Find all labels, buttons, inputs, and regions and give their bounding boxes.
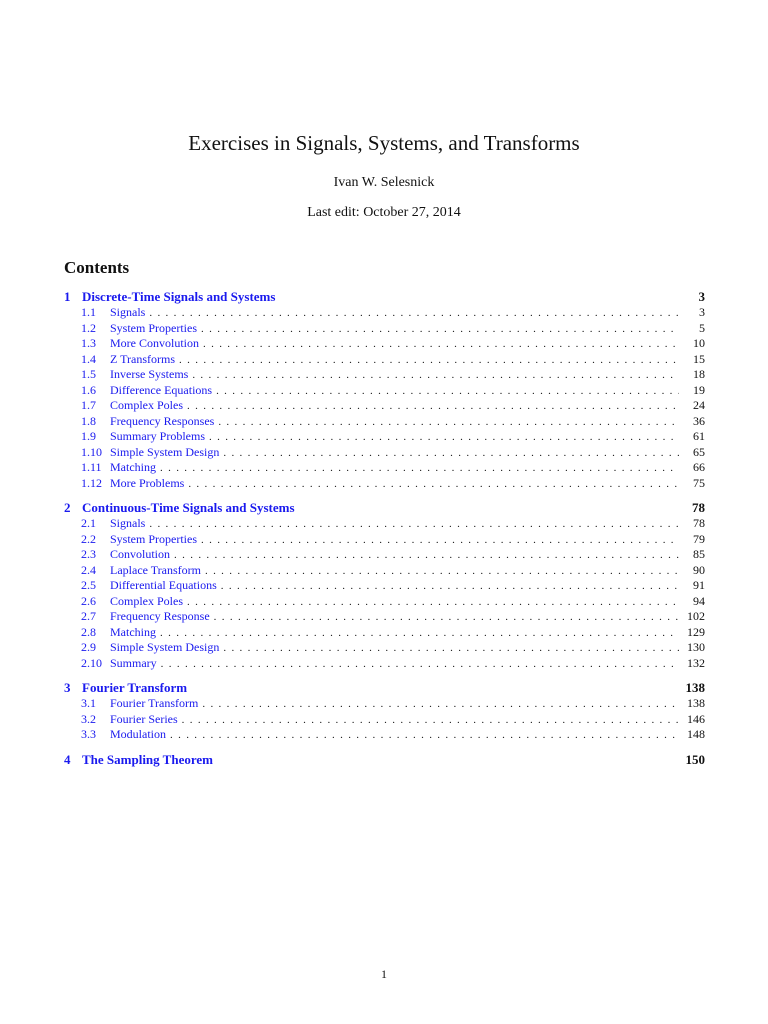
chapter-title: Discrete-Time Signals and Systems (82, 289, 276, 304)
toc-chapter-link[interactable] (64, 752, 705, 768)
toc-section-link[interactable] (64, 640, 705, 656)
section-number: 2.5 (81, 578, 96, 592)
toc-section-link[interactable] (64, 532, 705, 548)
section-page: 5 (699, 320, 705, 335)
contents-heading: Contents (64, 258, 130, 277)
section-page: 10 (693, 336, 705, 350)
section-page: 138 (687, 696, 705, 710)
section-number: 1.8 (81, 413, 96, 428)
section-page: 19 (693, 382, 705, 397)
section-page: 65 (693, 444, 705, 459)
toc-section-link[interactable] (64, 476, 705, 492)
toc-chapter-link[interactable] (64, 289, 705, 305)
toc-chapter (64, 680, 705, 743)
section-number: 1.1 (81, 305, 96, 319)
toc-section-link[interactable] (64, 321, 705, 337)
page-number: 1 (381, 967, 387, 981)
chapter-number: 1 (64, 289, 71, 304)
section-page: 3 (699, 305, 705, 319)
section-title: Simple System Design (110, 444, 220, 459)
section-number: 1.10 (81, 444, 102, 459)
toc-section-link[interactable] (64, 336, 705, 352)
section-number: 1.9 (81, 429, 96, 443)
section-number: 3.2 (81, 711, 96, 726)
dot-leader (149, 517, 679, 533)
dot-leader (223, 641, 679, 657)
section-title: Matching (110, 624, 156, 639)
chapter-page: 150 (685, 751, 705, 767)
toc-section-link[interactable] (64, 696, 705, 712)
section-page: 78 (693, 516, 705, 530)
toc-section-link[interactable] (64, 625, 705, 641)
toc-section-link[interactable] (64, 594, 705, 610)
dot-leader (188, 477, 679, 493)
dot-leader (205, 564, 679, 580)
toc-chapter (64, 289, 705, 491)
section-page: 91 (693, 578, 705, 592)
section-title: Matching (110, 460, 156, 474)
toc-section-link[interactable] (64, 429, 705, 445)
section-page: 75 (693, 475, 705, 490)
section-number: 2.9 (81, 640, 96, 654)
section-title: Complex Poles (110, 593, 184, 608)
dot-leader (160, 626, 679, 642)
section-title: Signals (110, 516, 146, 530)
chapter-number: 2 (64, 500, 71, 515)
dot-leader (174, 548, 679, 564)
toc-section-link[interactable] (64, 383, 705, 399)
section-number: 1.3 (81, 336, 96, 350)
toc-section-link[interactable] (64, 547, 705, 563)
section-title: Complex Poles (110, 398, 184, 412)
toc-section-link[interactable] (64, 305, 705, 321)
section-page: 79 (693, 531, 705, 546)
section-title: Differential Equations (110, 578, 217, 592)
dot-leader (201, 533, 679, 549)
toc-section-link[interactable] (64, 712, 705, 728)
table-of-contents (64, 289, 705, 777)
dot-leader (209, 430, 679, 446)
section-page: 94 (693, 593, 705, 608)
section-page: 90 (693, 562, 705, 577)
section-page: 132 (687, 655, 705, 670)
section-page: 148 (687, 727, 705, 741)
section-title: Fourier Series (110, 711, 178, 726)
section-page: 24 (693, 398, 705, 412)
section-title: Difference Equations (110, 382, 213, 397)
dot-leader (160, 461, 679, 477)
chapter-page: 138 (685, 680, 705, 695)
section-title: Modulation (110, 727, 166, 741)
chapter-title: Continuous-Time Signals and Systems (82, 500, 295, 515)
section-number: 2.10 (81, 655, 102, 670)
chapter-number: 4 (64, 751, 71, 767)
section-page: 85 (693, 547, 705, 561)
toc-section-link[interactable] (64, 367, 705, 383)
toc-section-link[interactable] (64, 352, 705, 368)
section-title: Summary Problems (110, 429, 205, 443)
section-number: 1.11 (81, 460, 102, 474)
dot-leader (187, 399, 679, 415)
chapter-number: 3 (64, 680, 71, 695)
toc-section-link[interactable] (64, 398, 705, 414)
section-number: 2.4 (81, 562, 96, 577)
dot-leader (221, 579, 679, 595)
section-page: 146 (687, 711, 705, 726)
section-number: 2.7 (81, 609, 96, 623)
dot-leader (203, 337, 679, 353)
section-title: Z Transforms (110, 351, 176, 366)
section-title: Inverse Systems (110, 367, 189, 381)
section-number: 2.3 (81, 547, 96, 561)
dot-leader (192, 368, 679, 384)
dot-leader (149, 306, 679, 322)
section-number: 1.5 (81, 367, 96, 381)
section-title: Laplace Transform (110, 562, 201, 577)
section-title: Fourier Transform (110, 696, 199, 710)
dot-leader (187, 595, 679, 611)
chapter-title: Fourier Transform (82, 680, 188, 695)
toc-section-link[interactable] (64, 460, 705, 476)
toc-chapter-link[interactable] (64, 680, 705, 696)
toc-section-link[interactable] (64, 563, 705, 579)
section-number: 1.7 (81, 398, 96, 412)
section-title: Convolution (110, 547, 171, 561)
section-title: Summary (110, 655, 157, 670)
section-number: 2.6 (81, 593, 96, 608)
section-page: 15 (693, 351, 705, 366)
toc-section-link[interactable] (64, 727, 705, 743)
chapter-page: 78 (692, 500, 705, 515)
dot-leader (179, 353, 679, 369)
toc-chapter-link[interactable] (64, 500, 705, 516)
section-title: Frequency Responses (110, 413, 215, 428)
section-number: 2.1 (81, 516, 96, 530)
dot-leader (201, 322, 679, 338)
dot-leader (216, 384, 679, 400)
toc-section-link[interactable] (64, 414, 705, 430)
section-title: Simple System Design (110, 640, 220, 654)
section-page: 18 (693, 367, 705, 381)
section-page: 129 (687, 624, 705, 639)
dot-leader (161, 657, 679, 673)
toc-section-link[interactable] (64, 609, 705, 625)
section-title: Signals (110, 305, 146, 319)
section-number: 3.1 (81, 696, 96, 710)
section-page: 102 (687, 609, 705, 623)
section-page: 61 (693, 429, 705, 443)
section-title: More Problems (110, 475, 185, 490)
section-title: More Convolution (110, 336, 199, 350)
toc-chapter (64, 500, 705, 671)
section-title: System Properties (110, 320, 197, 335)
section-number: 1.4 (81, 351, 96, 366)
chapter-page: 3 (698, 289, 705, 304)
toc-section-link[interactable] (64, 578, 705, 594)
section-number: 2.2 (81, 531, 96, 546)
document-title: Exercises in Signals, Systems, and Transforms (188, 131, 580, 155)
dot-leader (202, 697, 679, 713)
section-title: Frequency Response (110, 609, 210, 623)
dot-leader (182, 713, 679, 729)
section-number: 2.8 (81, 624, 96, 639)
toc-section-link[interactable] (64, 445, 705, 461)
section-number: 3.3 (81, 727, 96, 741)
document-author: Ivan W. Selesnick (333, 175, 435, 190)
toc-section-link[interactable] (64, 516, 705, 532)
section-number: 1.6 (81, 382, 96, 397)
toc-chapter (64, 752, 705, 768)
section-page: 130 (687, 640, 705, 654)
dot-leader (214, 610, 679, 626)
toc-section-link[interactable] (64, 656, 705, 672)
chapter-title: The Sampling Theorem (82, 751, 213, 767)
section-page: 36 (693, 413, 705, 428)
section-title: System Properties (110, 531, 197, 546)
dot-leader (223, 446, 679, 462)
section-number: 1.2 (81, 320, 96, 335)
document-date: Last edit: October 27, 2014 (307, 205, 461, 220)
section-number: 1.12 (81, 475, 102, 490)
dot-leader (170, 728, 679, 744)
section-page: 66 (693, 460, 705, 474)
dot-leader (218, 415, 679, 431)
